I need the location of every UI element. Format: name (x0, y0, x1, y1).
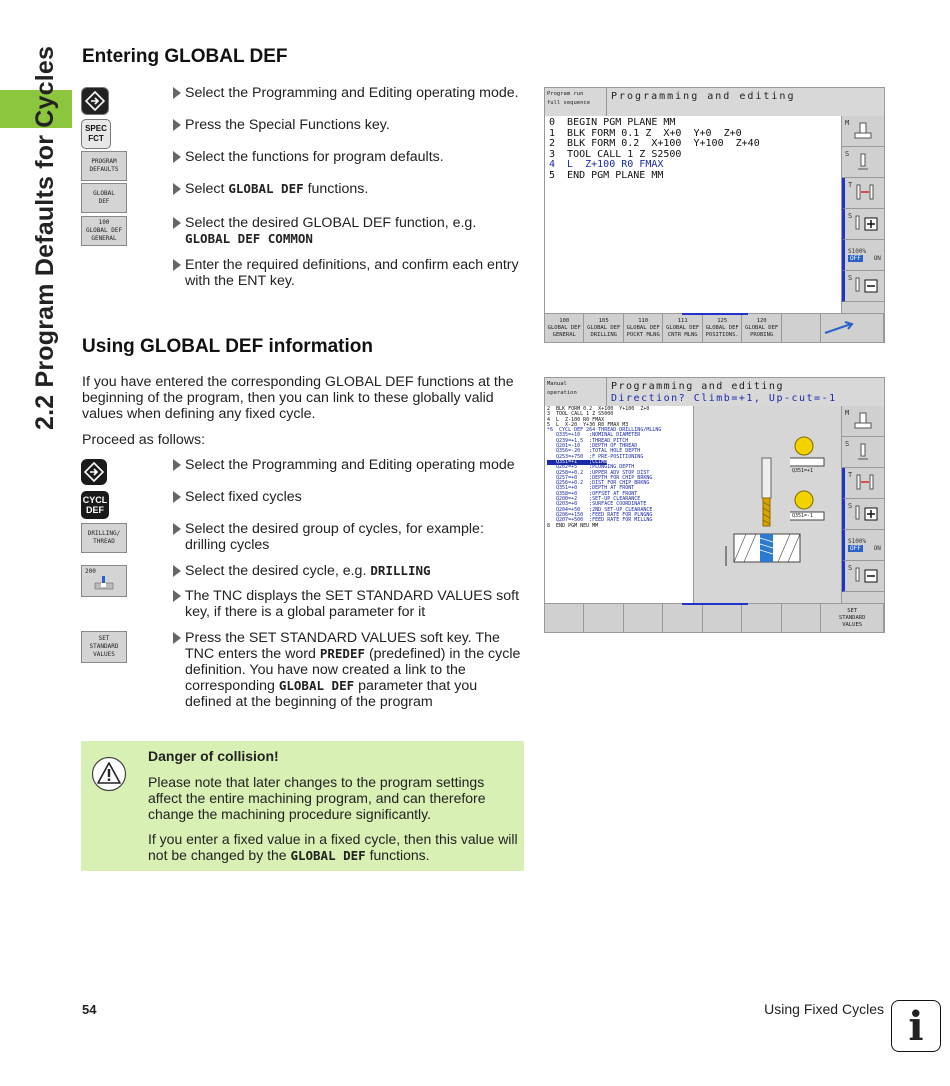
step-text (172, 215, 525, 247)
step-text (172, 563, 540, 579)
spindle-icon (852, 411, 874, 431)
global-def-general-softkey (81, 216, 127, 246)
program-line: 5 END PGM PLANE MM (549, 169, 664, 181)
tnc-screen-cycle-help (544, 377, 885, 633)
step-text: Select the desired group of cycles, for example: drilling cycles (172, 521, 515, 553)
softkey-empty (624, 604, 663, 632)
step-text: Enter the required definitions, and confirm each entry with the ENT key. (172, 257, 525, 289)
danger-notice (81, 741, 524, 871)
spec-fct-key-label: SPEC FCT (85, 124, 107, 143)
program-line: Q202=+5 ;PLUNGING DEPTH (547, 464, 635, 471)
side-label: T (848, 181, 853, 189)
mode-indicator (545, 378, 607, 406)
side-softkey-s-plus (842, 499, 884, 530)
softkey-level-indicator (682, 603, 748, 605)
program-line: 5 L X-20 Y+30 R0 FMAX M3 (547, 421, 629, 428)
softkey-label: 111 GLOBAL DEF CNTR MLNG (666, 317, 700, 338)
code-term: GLOBAL DEF (290, 848, 366, 863)
program-line: Q335=+10 ;NOMINAL DIAMETER (547, 432, 641, 439)
cycl-def-key-label: CYCL DEF (82, 495, 108, 515)
override-label: S100% (848, 248, 867, 255)
tool-icon (852, 152, 874, 172)
side-label: S (848, 564, 853, 572)
softkey-global-def-contour-milling (663, 314, 702, 342)
softkey-label: 100 GLOBAL DEF GENERAL (547, 317, 581, 338)
program-line: Q253=+750 ;F PRE-POSITIONING (547, 453, 644, 460)
spindle-minus-icon (851, 566, 879, 586)
program-line: Q256=+0.2 ;DIST FOR CHIP BRKNG (547, 480, 650, 487)
program-line: 2 BLK FORM 0.2 X+100 Y+100 Z+0 (547, 406, 650, 412)
drilling-cycle-icon (92, 576, 116, 590)
softkey-global-def-general (545, 314, 584, 342)
program-line: 4 L Z-100 R0 FMAX (547, 416, 605, 423)
softkey-label: 125 GLOBAL DEF POSITIONS. (705, 317, 739, 338)
side-softkey-t (842, 178, 884, 209)
step-text: Press the Special Functions key. (172, 117, 540, 133)
override-off: OFF (850, 255, 861, 262)
scroll-arrow-icon (821, 319, 857, 337)
softkey-label: 110 GLOBAL DEF POCKT MLNG (626, 317, 660, 338)
code-term: GLOBAL DEF COMMON (185, 231, 313, 246)
side-label: S (848, 212, 853, 220)
program-defaults-softkey (81, 151, 127, 181)
danger-paragraph: Please note that later changes to the program settings affect the entire machining program, and can therefore change the machining procedure significantly. (148, 774, 486, 822)
code-term: PREDEF (319, 646, 365, 661)
code-term: GLOBAL DEF (228, 181, 304, 196)
softkey-empty (545, 604, 584, 632)
intro-paragraph: If you have entered the corresponding GLOBAL DEF functions at the beginning of the program, then you can link to these globally valid values when defining any fixed cycle. (82, 374, 514, 422)
side-softkey-s (842, 147, 884, 178)
info-icon (891, 1000, 941, 1052)
override-toggle (842, 530, 884, 561)
program-line: 3 TOOL CALL 1 Z S2500 (549, 148, 682, 160)
step-text: Select the functions for program defaults. (172, 149, 540, 165)
override-toggle (842, 240, 884, 271)
screen-title (607, 378, 884, 406)
softkey-empty (584, 604, 623, 632)
softkey-empty (782, 314, 821, 342)
global-def-softkey-label: GLOBAL DEF (93, 190, 115, 205)
softkey-global-def-pocket-milling (624, 314, 663, 342)
step-text-post: functions. (303, 181, 369, 197)
side-softkey-s (842, 437, 884, 468)
program-line: Q239=+1.5 ;THREAD PITCH (547, 437, 629, 444)
softkey-label: SET STANDARD VALUES (838, 607, 866, 628)
side-label: S (845, 440, 850, 448)
softkey-scroll (821, 314, 884, 342)
side-softkey-s-minus (842, 561, 884, 592)
softkey-global-def-drilling (584, 314, 623, 342)
step-text-post: parameter that you defined at the beginning of the program (185, 678, 478, 710)
step-text: Select fixed cycles (172, 489, 540, 505)
side-label: M (845, 119, 850, 127)
danger-text-post: functions. (365, 847, 430, 863)
softkey-set-standard-values (821, 604, 884, 632)
side-label: T (848, 471, 853, 479)
code-term: DRILLING (370, 563, 431, 578)
side-label: S (848, 274, 853, 282)
warning-icon (91, 756, 127, 792)
programming-mode-icon (85, 91, 105, 111)
programming-mode-key (81, 87, 109, 115)
program-line: Q356=-20 ;TOTAL HOLE DEPTH (547, 448, 641, 455)
program-line: Q358=+0 ;OFFSET AT FRONT (547, 490, 638, 497)
program-line: Q200=+2 ;SET-UP CLEARANCE (547, 496, 641, 503)
screen-title-text: Programming and editing (611, 381, 784, 392)
program-line: 0 BEGIN PGM PLANE MM (549, 117, 676, 128)
program-line: Q258=+0.2 ;UPPER ADV STOP DIST (547, 469, 650, 476)
program-line: Q351=+1 ;CLIMB OR UP-CUT (547, 458, 638, 465)
override-on: ON (873, 255, 881, 262)
step-text (172, 630, 527, 710)
program-line: 3 TOOL CALL 1 Z S5000 (547, 411, 614, 418)
spindle-plus-icon (851, 504, 879, 524)
programming-mode-key (81, 459, 107, 485)
step-text: Select the Programming and Editing operating mode (172, 457, 540, 473)
tool-change-icon (853, 473, 877, 493)
set-standard-values-softkey-label: SET STANDARD VALUES (89, 635, 119, 658)
program-listing (549, 118, 760, 182)
softkey-empty (703, 604, 742, 632)
softkey-bar (545, 313, 884, 342)
screen-title: Programming and editing (607, 88, 884, 116)
global-def-softkey (81, 183, 127, 213)
step-text-pre: Select the desired GLOBAL DEF function, e.g. (185, 215, 477, 231)
code-term: GLOBAL DEF (278, 678, 355, 693)
cycle-200-softkey-label: 200 (85, 568, 96, 575)
side-softkey-column (841, 406, 884, 604)
program-line: Q204=+50 ;2ND SET-UP CLEARANCE (547, 506, 653, 513)
tnc-screen-programming (544, 87, 885, 343)
side-softkey-column (841, 116, 884, 314)
page-number: 54 (82, 1002, 97, 1017)
override-off: OFF (850, 545, 861, 552)
danger-text-pre: If you enter a fixed value in a fixed cycle, then this value will not be changed by the (148, 831, 518, 863)
side-label: S (848, 502, 853, 510)
graphic-label-climb: Q351=+1 (792, 468, 814, 474)
global-def-general-softkey-label: 100 GLOBAL DEF GENERAL (85, 219, 123, 242)
side-softkey-m (842, 406, 884, 437)
mode-indicator-label: Manual operation (547, 381, 577, 396)
program-line: Q257=+0 ;DEPTH FOR CHIP BRKNG (547, 474, 653, 481)
program-line: *6 CYCL DEF 264 THREAD DRILLING/MLLNG (547, 427, 662, 434)
drilling-thread-softkey (81, 523, 127, 553)
program-line: Q201=-10 ;DEPTH OF THREAD (547, 443, 638, 450)
softkey-empty (663, 604, 702, 632)
softkey-label: 105 GLOBAL DEF DRILLING (587, 317, 621, 338)
step-text (172, 181, 540, 197)
side-label: S (845, 150, 850, 158)
spindle-icon (852, 121, 874, 141)
step-text: Select the Programming and Editing operating mode. (172, 85, 540, 101)
softkey-label: 120 GLOBAL DEF PROBING (745, 317, 779, 338)
screen-prompt: Direction? Climb=+1, Up-cut=-1 (611, 393, 837, 404)
graphic-label-upcut: Q351=-1 (792, 513, 814, 519)
program-line: 1 BLK FORM 0.1 Z X+0 Y+0 Z+0 (549, 127, 742, 139)
tool-icon (852, 442, 874, 462)
thread-milling-graphic (694, 406, 842, 604)
spindle-plus-icon (851, 214, 879, 234)
drilling-thread-softkey-label: DRILLING/ THREAD (87, 530, 121, 545)
mode-indicator (545, 88, 607, 116)
spindle-minus-icon (851, 276, 879, 296)
proceed-label: Proceed as follows: (82, 432, 206, 448)
section-heading-using-global-def: Using GLOBAL DEF information (82, 336, 373, 357)
program-line: Q351=+0 ;DEPTH AT FRONT (547, 485, 635, 492)
program-line: 2 BLK FORM 0.2 X+100 Y+100 Z+40 (549, 138, 760, 150)
step-text-pre: Select the desired cycle, e.g. (185, 563, 371, 579)
softkey-global-def-positions (703, 314, 742, 342)
cycle-200-softkey (81, 565, 127, 597)
spec-fct-key (81, 119, 111, 149)
danger-paragraph (148, 831, 518, 864)
step-text-pre: Press the SET STANDARD VALUES soft key. The TNC enters the word (185, 630, 500, 662)
footer-section-title: Using Fixed Cycles (764, 1001, 884, 1017)
softkey-level-indicator (682, 313, 748, 315)
tool-change-icon (853, 183, 877, 203)
program-defaults-softkey-label: PROGRAM DEFAULTS (89, 158, 119, 173)
side-softkey-m (842, 116, 884, 147)
override-label: S100% (848, 538, 867, 545)
info-glyph: i (908, 1002, 924, 1050)
program-listing (547, 407, 661, 529)
step-text-mid: (predefined) in the cycle definition. You have now created a link to the corresponding (185, 646, 521, 694)
danger-title: Danger of collision! (148, 748, 279, 764)
override-on: ON (873, 545, 881, 552)
program-line: 4 L Z+100 R0 FMAX (549, 159, 664, 171)
help-graphic-panel (693, 406, 842, 604)
softkey-global-def-probing (742, 314, 781, 342)
side-softkey-t (842, 468, 884, 499)
softkey-bar (545, 603, 884, 632)
side-softkey-s-plus (842, 209, 884, 240)
cycl-def-key (81, 491, 109, 519)
programming-mode-icon (84, 462, 104, 482)
side-label: M (845, 409, 850, 417)
chapter-side-title: 2.2 Program Defaults for Cycles (31, 45, 59, 430)
program-line: Q203=+0 ;SURFACE COORDINATE (547, 501, 647, 508)
softkey-empty (782, 604, 821, 632)
side-softkey-s-minus (842, 271, 884, 302)
step-text-pre: Select (185, 181, 229, 197)
mode-indicator-label: Program run full sequence (547, 91, 591, 106)
softkey-empty (742, 604, 781, 632)
program-line: Q207=+500 ;FEED RATE FOR MILLNG (547, 517, 653, 524)
step-text: The TNC displays the SET STANDARD VALUES soft key, if there is a global parameter for it (172, 588, 527, 620)
set-standard-values-softkey (81, 631, 127, 663)
section-heading-entering-global-def: Entering GLOBAL DEF (82, 46, 288, 67)
program-line: 8 END PGM NEU MM (547, 522, 599, 529)
program-line: Q206=+150 ;FEED RATE FOR PLNGNG (547, 511, 653, 518)
